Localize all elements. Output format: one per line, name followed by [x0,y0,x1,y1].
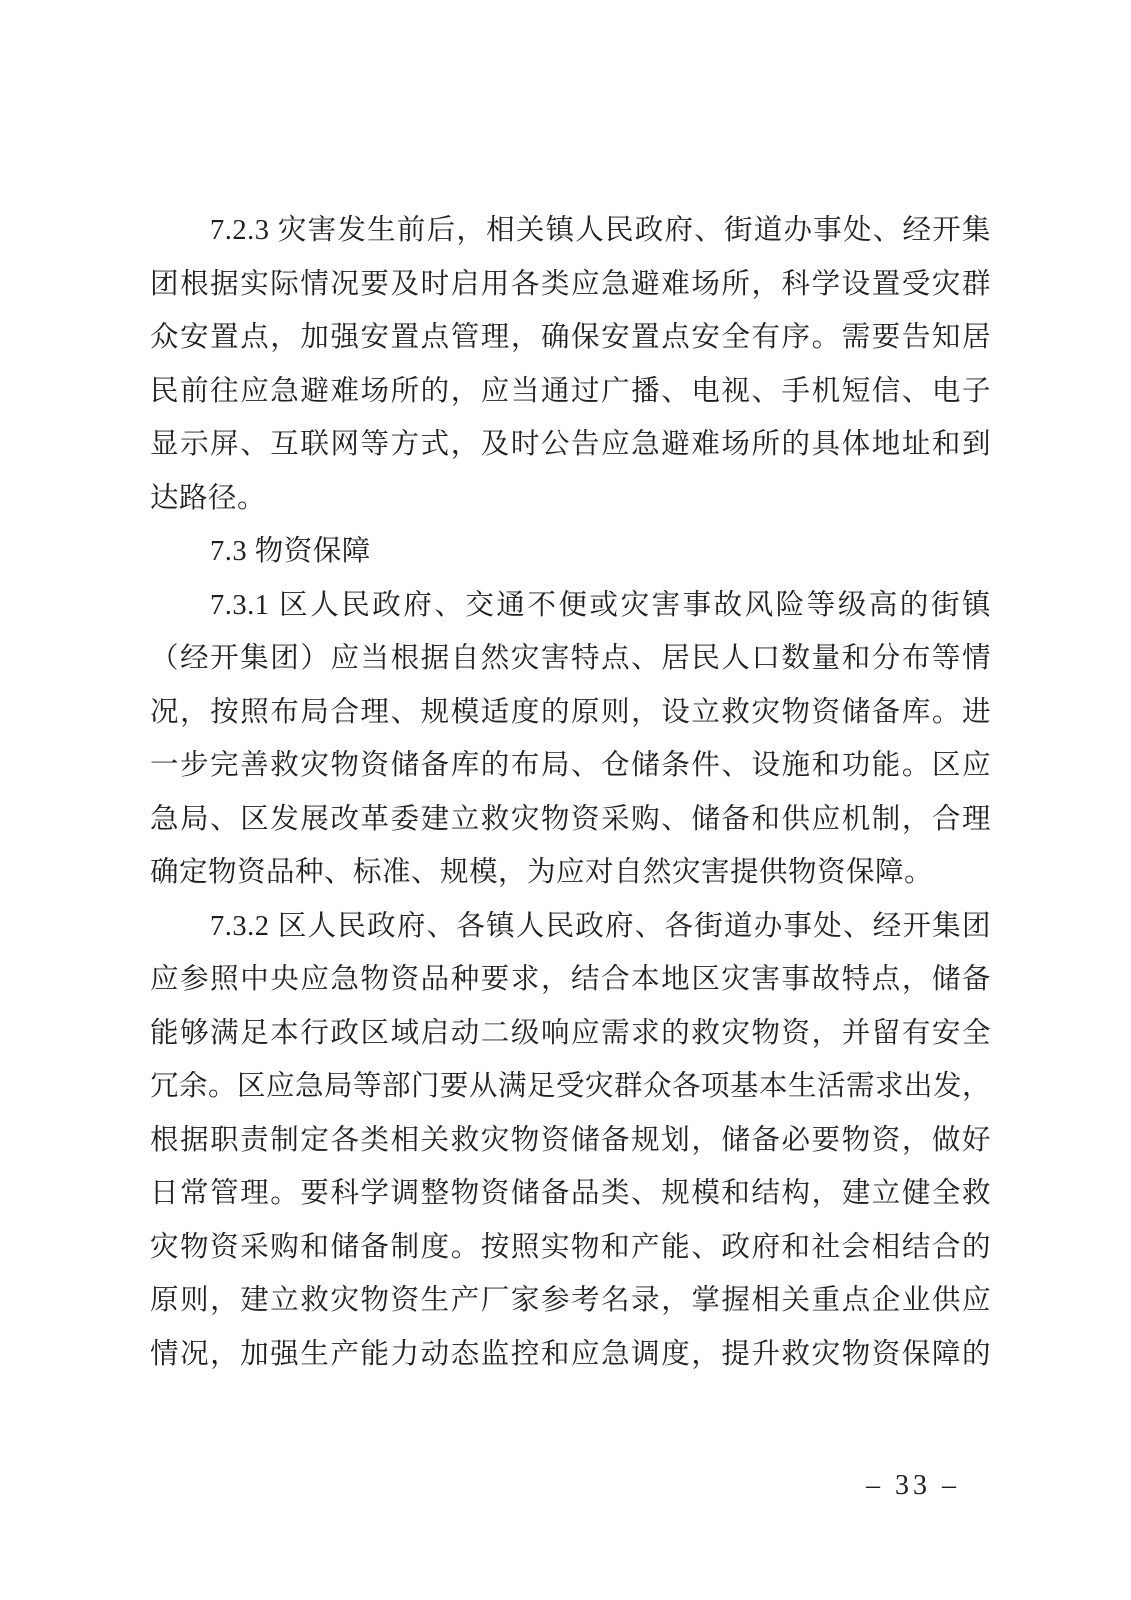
page-number: – 33 – [866,1470,960,1501]
paragraph-7-3-1-line: 急局、区发展改革委建立救灾物资采购、储备和供应机制，合理 [150,803,991,835]
paragraph-7-3-2-line: 7.3.2 区人民政府、各镇人民政府、各街道办事处、经开集团 [210,910,991,942]
paragraph-7-2-3-line: 7.2.3 灾害发生前后，相关镇人民政府、街道办事处、经开集 [210,215,991,246]
paragraph-7-2-3-line: 达路径。 [150,482,267,514]
paragraph-7-2-3-line: 众安置点，加强安置点管理，确保安置点安全有序。需要告知居 [150,322,991,353]
paragraph-7-3-1-line: 况，按照布局合理、规模适度的原则，设立救灾物资储备库。进 [150,696,991,728]
paragraph-7-3-2-line: 情况，加强生产能力动态监控和应急调度，提升救灾物资保障的 [150,1338,991,1370]
paragraph-7-2-3-line: 民前往应急避难场所的，应当通过广播、电视、手机短信、电子 [150,375,991,407]
paragraph-7-3-1-line: 一步完善救灾物资储备库的布局、仓储条件、设施和功能。区应 [150,750,991,781]
text-block [150,204,991,1381]
paragraph-7-3-1-line: 确定物资品种、标准、规模，为应对自然灾害提供物资保障。 [150,857,934,888]
paragraph-7-2-3-line: 团根据实际情况要及时启用各类应急避难场所，科学设置受灾群 [150,268,991,300]
paragraph-7-3-2-line: 原则，建立救灾物资生产厂家参考名录，掌握相关重点企业供应 [150,1285,991,1316]
paragraph-7-3-2-line: 根据职责制定各类相关救灾物资储备规划，储备必要物资，做好 [150,1124,991,1156]
paragraph-7-2-3-line: 显示屏、互联网等方式，及时公告应急避难场所的具体地址和到 [150,429,991,460]
paragraph-7-3-2-line: 应参照中央应急物资品种要求，结合本地区灾害事故特点，储备 [150,964,991,995]
paragraph-7-3-1-line: 7.3.1 区人民政府、交通不便或灾害事故风险等级高的街镇 [210,589,991,621]
paragraph-7-3-2-line: 灾物资采购和储备制度。按照实物和产能、政府和社会相结合的 [150,1231,991,1263]
paragraph-7-3-2-line: 冗余。区应急局等部门要从满足受灾群众各项基本生活需求出发， [150,1071,992,1102]
paragraph-7-3-2-line: 日常管理。要科学调整物资储备品类、规模和结构，建立健全救 [150,1178,991,1209]
paragraph-7-3-2-line: 能够满足本行政区域启动二级响应需求的救灾物资，并留有安全 [150,1017,991,1049]
section-heading-7-3: 7.3 物资保障 [210,536,371,567]
paragraph-7-3-1-line: （经开集团）应当根据自然灾害特点、居民人口数量和分布等情 [150,643,991,674]
